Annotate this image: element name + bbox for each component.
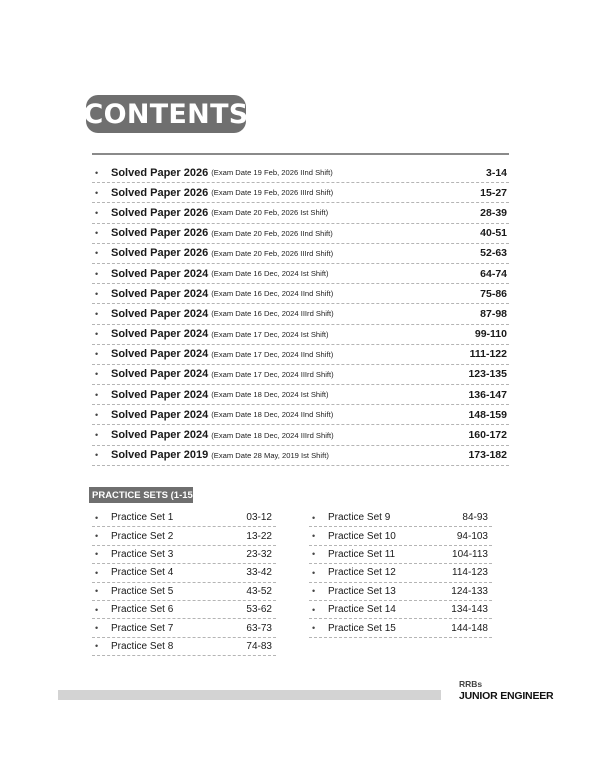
bullet-icon: • <box>95 228 99 239</box>
bullet-icon: • <box>95 288 99 299</box>
practice-set-row[interactable] <box>309 583 492 601</box>
toc-pages: 64-74 <box>480 267 507 280</box>
top-divider <box>92 153 509 155</box>
practice-set-label: Practice Set 1 <box>111 512 174 524</box>
bullet-icon: • <box>95 248 99 259</box>
toc-pages: 87-98 <box>480 307 507 320</box>
practice-set-row[interactable] <box>92 583 276 601</box>
toc-pages: 123-135 <box>468 368 507 381</box>
toc-row[interactable] <box>92 163 509 183</box>
toc-title: Solved Paper 2024 <box>111 287 209 300</box>
bullet-icon: • <box>95 604 99 615</box>
toc-list <box>92 163 509 466</box>
toc-row[interactable] <box>92 446 509 466</box>
toc-title: Solved Paper 2024 <box>111 368 209 381</box>
toc-subtitle: (Exam Date 17 Dec, 2024 IInd Shift) <box>211 349 334 359</box>
contents-heading: CONTENTS <box>86 95 246 133</box>
toc-pages: 173-182 <box>468 449 507 462</box>
toc-title: Solved Paper 2026 <box>111 206 209 219</box>
toc-subtitle: (Exam Date 16 Dec, 2024 IIIrd Shift) <box>211 309 334 319</box>
toc-subtitle: (Exam Date 17 Dec, 2024 Ist Shift) <box>211 329 329 339</box>
toc-pages: 111-122 <box>469 348 507 361</box>
toc-pages: 75-86 <box>480 287 507 300</box>
toc-title: Solved Paper 2026 <box>111 247 209 260</box>
toc-pages: 99-110 <box>474 328 507 341</box>
practice-set-label: Practice Set 9 <box>328 512 391 524</box>
practice-set-label: Practice Set 2 <box>111 530 174 542</box>
toc-row[interactable] <box>92 425 509 445</box>
footer-brand-title: JUNIOR ENGINEER <box>459 690 554 702</box>
toc-title: Solved Paper 2024 <box>111 388 209 401</box>
toc-title: Solved Paper 2026 <box>111 166 209 179</box>
practice-set-row[interactable] <box>309 527 492 545</box>
toc-subtitle: (Exam Date 20 Feb, 2026 IInd Shift) <box>211 228 333 238</box>
bullet-icon: • <box>312 586 316 597</box>
bullet-icon: • <box>312 623 316 634</box>
toc-title: Solved Paper 2024 <box>111 348 209 361</box>
practice-set-row[interactable] <box>92 527 276 545</box>
toc-subtitle: (Exam Date 19 Feb, 2026 IIIrd Shift) <box>211 188 334 198</box>
bullet-icon: • <box>312 531 316 542</box>
practice-set-label: Practice Set 7 <box>111 622 174 634</box>
footer-brand-small: RRBs <box>459 679 483 689</box>
toc-subtitle: (Exam Date 18 Dec, 2024 IInd Shift) <box>211 410 334 420</box>
practice-set-row[interactable] <box>92 509 276 527</box>
bullet-icon: • <box>312 512 316 523</box>
bullet-icon: • <box>95 641 99 652</box>
practice-set-label: Practice Set 14 <box>328 604 396 616</box>
toc-title: Solved Paper 2019 <box>111 449 209 462</box>
practice-sets-right-column <box>309 509 492 638</box>
practice-set-label: Practice Set 12 <box>328 567 396 579</box>
practice-set-pages: 13-22 <box>246 530 272 542</box>
toc-row[interactable] <box>92 264 509 284</box>
toc-pages: 3-14 <box>485 166 507 179</box>
practice-set-label: Practice Set 3 <box>111 548 174 560</box>
practice-set-row[interactable] <box>309 564 492 582</box>
practice-set-pages: 144-148 <box>451 622 488 634</box>
practice-set-label: Practice Set 5 <box>111 585 174 597</box>
toc-row[interactable] <box>92 304 509 324</box>
bullet-icon: • <box>95 187 99 198</box>
practice-set-pages: 114-123 <box>452 567 488 579</box>
practice-set-row[interactable] <box>309 619 492 637</box>
practice-set-label: Practice Set 6 <box>111 604 174 616</box>
toc-subtitle: (Exam Date 16 Dec, 2024 IInd Shift) <box>211 289 334 299</box>
toc-row[interactable] <box>92 325 509 345</box>
bullet-icon: • <box>95 268 99 279</box>
toc-row[interactable] <box>92 224 509 244</box>
toc-pages: 160-172 <box>468 429 507 442</box>
practice-sets-header: PRACTICE SETS (1-15) <box>89 487 193 503</box>
toc-pages: 15-27 <box>480 186 507 199</box>
toc-row[interactable] <box>92 183 509 203</box>
bullet-icon: • <box>95 531 99 542</box>
toc-pages: 28-39 <box>480 206 507 219</box>
toc-title: Solved Paper 2024 <box>111 429 209 442</box>
practice-set-row[interactable] <box>92 638 276 656</box>
bullet-icon: • <box>95 586 99 597</box>
practice-set-row[interactable] <box>309 546 492 564</box>
practice-set-row[interactable] <box>92 564 276 582</box>
toc-subtitle: (Exam Date 19 Feb, 2026 IInd Shift) <box>211 168 333 178</box>
practice-set-row[interactable] <box>92 546 276 564</box>
practice-set-pages: 74-83 <box>246 640 272 652</box>
toc-subtitle: (Exam Date 20 Feb, 2026 IIIrd Shift) <box>211 248 334 258</box>
practice-set-label: Practice Set 8 <box>111 640 174 652</box>
toc-row[interactable] <box>92 405 509 425</box>
bullet-icon: • <box>95 349 99 360</box>
bullet-icon: • <box>95 549 99 560</box>
bullet-icon: • <box>95 409 99 420</box>
bullet-icon: • <box>95 512 99 523</box>
practice-set-pages: 124-133 <box>451 585 488 597</box>
practice-set-row[interactable] <box>92 619 276 637</box>
practice-set-pages: 53-62 <box>246 604 272 616</box>
toc-subtitle: (Exam Date 18 Dec, 2024 Ist Shift) <box>211 390 329 400</box>
practice-set-label: Practice Set 13 <box>328 585 396 597</box>
toc-row[interactable] <box>92 345 509 365</box>
practice-set-pages: 94-103 <box>456 530 488 542</box>
bullet-icon: • <box>312 549 316 560</box>
toc-title: Solved Paper 2026 <box>111 227 209 240</box>
toc-row[interactable] <box>92 244 509 264</box>
practice-set-label: Practice Set 11 <box>328 548 396 560</box>
toc-title: Solved Paper 2024 <box>111 408 209 421</box>
practice-set-pages: 63-73 <box>246 622 272 634</box>
bullet-icon: • <box>95 389 99 400</box>
practice-set-pages: 33-42 <box>246 567 272 579</box>
toc-title: Solved Paper 2024 <box>111 328 209 341</box>
bullet-icon: • <box>95 207 99 218</box>
toc-subtitle: (Exam Date 16 Dec, 2024 Ist Shift) <box>211 269 329 279</box>
practice-set-pages: 03-12 <box>246 512 272 524</box>
practice-set-pages: 134-143 <box>451 604 488 616</box>
bullet-icon: • <box>312 567 316 578</box>
practice-set-label: Practice Set 4 <box>111 567 174 579</box>
practice-set-pages: 104-113 <box>452 548 488 560</box>
bullet-icon: • <box>95 623 99 634</box>
bullet-icon: • <box>95 567 99 578</box>
practice-set-label: Practice Set 10 <box>328 530 396 542</box>
practice-set-label: Practice Set 15 <box>328 622 396 634</box>
toc-title: Solved Paper 2026 <box>111 186 209 199</box>
toc-subtitle: (Exam Date 20 Feb, 2026 Ist Shift) <box>211 208 329 218</box>
toc-row[interactable] <box>92 284 509 304</box>
toc-row[interactable] <box>92 203 509 223</box>
practice-set-row[interactable] <box>309 601 492 619</box>
toc-pages: 136-147 <box>468 388 507 401</box>
bullet-icon: • <box>95 167 99 178</box>
toc-row[interactable] <box>92 385 509 405</box>
toc-subtitle: (Exam Date 17 Dec, 2024 IIIrd Shift) <box>211 369 334 379</box>
bullet-icon: • <box>312 604 316 615</box>
toc-pages: 148-159 <box>468 408 507 421</box>
bullet-icon: • <box>95 430 99 441</box>
practice-sets-left-column <box>92 509 276 656</box>
toc-title: Solved Paper 2024 <box>111 267 209 280</box>
bullet-icon: • <box>95 450 99 461</box>
footer-bar <box>58 690 441 700</box>
toc-row[interactable] <box>92 365 509 385</box>
practice-set-pages: 23-32 <box>246 548 272 560</box>
practice-set-row[interactable] <box>309 509 492 527</box>
bullet-icon: • <box>95 369 99 380</box>
toc-pages: 40-51 <box>480 227 507 240</box>
bullet-icon: • <box>95 308 99 319</box>
toc-subtitle: (Exam Date 18 Dec, 2024 IIIrd Shift) <box>211 430 334 440</box>
practice-set-pages: 84-93 <box>462 512 488 524</box>
toc-subtitle: (Exam Date 28 May, 2019 Ist Shift) <box>211 450 329 460</box>
toc-title: Solved Paper 2024 <box>111 307 209 320</box>
practice-set-pages: 43-52 <box>246 585 272 597</box>
toc-pages: 52-63 <box>480 247 507 260</box>
bullet-icon: • <box>95 329 99 340</box>
practice-set-row[interactable] <box>92 601 276 619</box>
